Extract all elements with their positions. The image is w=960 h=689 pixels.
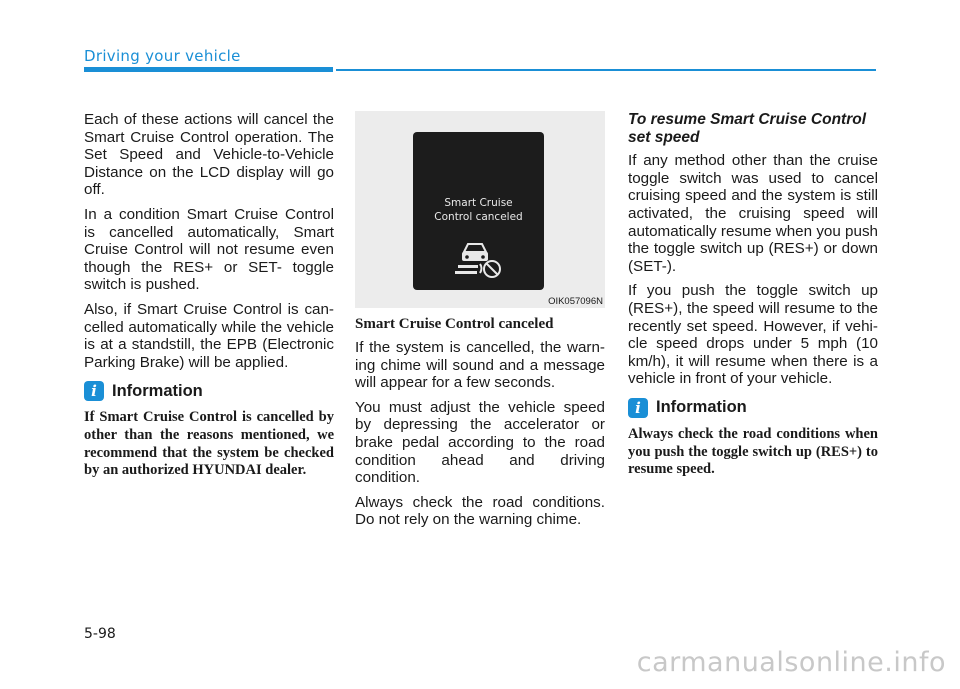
header-rule-thin <box>336 69 876 71</box>
paragraph: In a condition Smart Cruise Control is cancelled automatically, Smart Cruise Control will not resume even though the RES+ or SET- toggle switch is pushed. <box>84 205 334 294</box>
figure-display <box>355 111 605 308</box>
screen-message <box>413 196 544 224</box>
watermark: carmanualsonline.info <box>636 647 946 678</box>
information-heading <box>84 381 334 401</box>
information-label: Information <box>112 381 203 400</box>
paragraph: If any method other than the cruise toggle switch was used to cancel cruising speed and the system is still activated, the cruising speed will automatically resume when you push the toggle switch up (RES+) or down (SET-). <box>628 152 878 275</box>
info-icon: i <box>84 381 104 401</box>
information-label: Information <box>656 398 747 417</box>
screen-message-line: Control canceled <box>434 211 523 223</box>
information-heading <box>628 398 878 418</box>
column-left <box>84 111 334 480</box>
section-header: Driving your vehicle <box>84 47 241 65</box>
header-rule-thick <box>84 67 333 72</box>
paragraph: Always check the road conditions. Do not rely on the warning chime. <box>355 493 605 529</box>
page-number: 5-98 <box>84 626 116 642</box>
column-middle <box>355 111 605 536</box>
screen-message-line: Smart Cruise <box>444 197 513 209</box>
information-text: Always check the road conditions when you push the toggle switch up (RES+) to resume speed. <box>628 425 878 478</box>
info-icon: i <box>628 398 648 418</box>
section-title: Smart Cruise Control canceled <box>355 316 554 332</box>
column-right <box>628 111 878 479</box>
information-text: If Smart Cruise Control is cancelled by other than the reasons mentioned, we recommend that the system be checked by an authorized HYUNDAI dealer. <box>84 409 334 479</box>
paragraph: If the system is cancelled, the warn-ing chime will sound and a message will appear for a few seconds. <box>355 339 605 392</box>
figure-code: OIK057096N <box>548 296 603 307</box>
paragraph: You must adjust the vehicle speed by depressing the accelerator or brake pedal according to the road condition ahead and driving condition. <box>355 398 605 487</box>
smart-cruise-canceled-icon <box>454 240 504 280</box>
paragraph: Each of these actions will cancel the Smart Cruise Control operation. The Set Speed and Vehicle-to-Vehicle Distance on the LCD display will go off. <box>84 111 334 199</box>
cluster-display-screen <box>413 132 544 290</box>
paragraph: If you push the toggle switch up (RES+), the speed will resume to the recently set speed. However, if vehi-cle speed drops under 5 mph (10 km/h), it will resume when there is a vehicle in front of your vehicle. <box>628 282 878 388</box>
paragraph: Also, if Smart Cruise Control is can-celled automatically while the vehicle is at a standstill, the EPB (Electronic Parking Brake) will be applied. <box>84 300 334 371</box>
section-title: To resume Smart Cruise Control set speed <box>628 111 867 146</box>
